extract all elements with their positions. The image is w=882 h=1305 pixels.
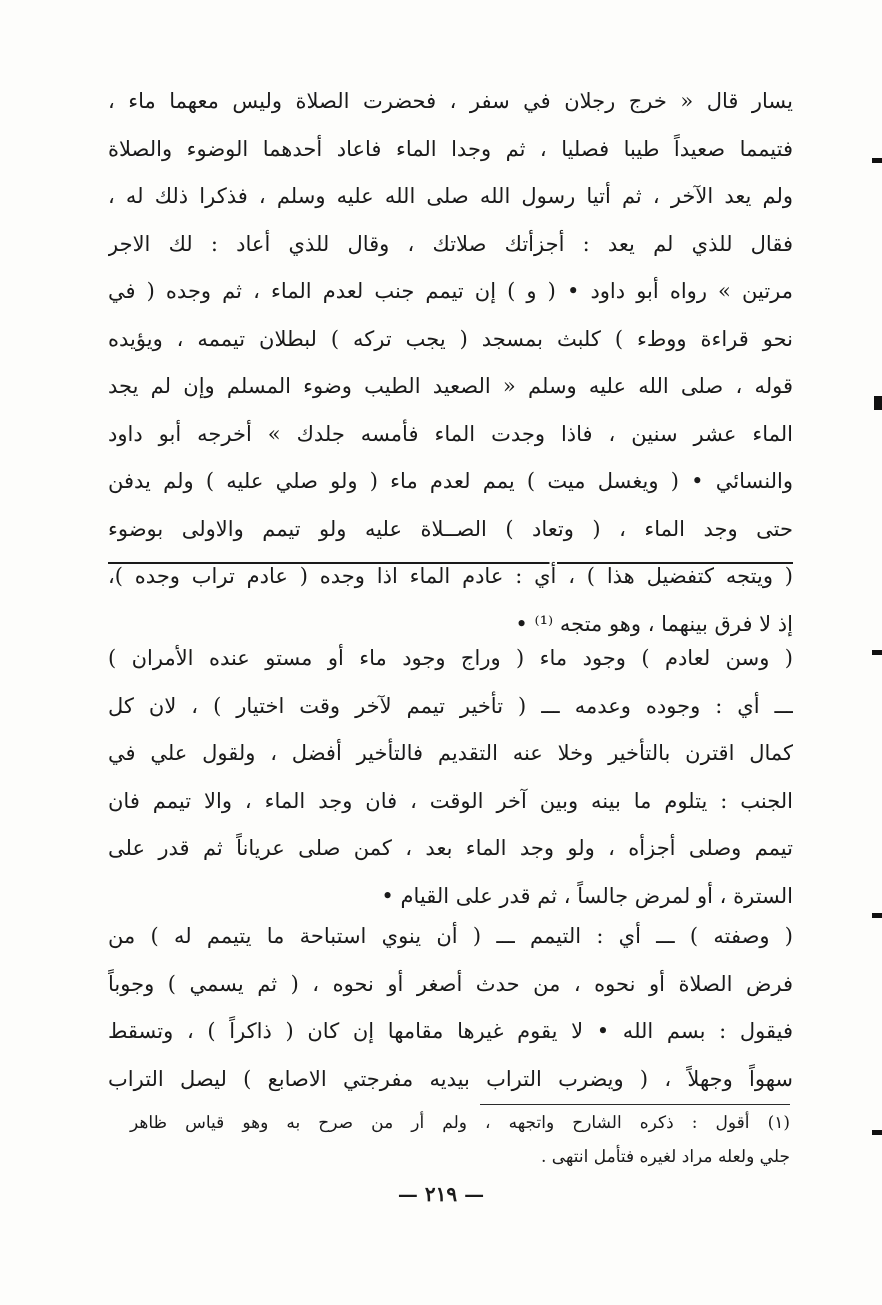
paragraph-1 — [108, 78, 793, 648]
text-line: تيمم وصلى أجزأه ، ولو وجد الماء بعد ، كمن صلى عرياناً ثم قدر على — [108, 836, 793, 860]
text-line: الماء عشر سنين ، فاذا وجدت الماء فأمسه جلدك » أخرجه أبو داود — [108, 421, 793, 446]
paragraph-3 — [108, 913, 793, 1103]
margin-mark — [872, 913, 882, 918]
text-line: السترة ، أو لمرض جالساً ، ثم قدر على القيام • — [381, 883, 793, 908]
text-line: ( وسن لعادم ) وجود ماء ( وراج وجود ماء أو مستو عنده الأمران ) — [108, 646, 793, 670]
text-line: يسار قال « خرج رجلان في سفر ، فحضرت الصلاة وليس معهما ماء ، — [108, 89, 793, 113]
text-line: ( ويتجه كتفضيل هذا ) ، أي : عادم الماء اذا وجده ( عادم تراب وجده )، — [108, 564, 793, 588]
margin-mark — [874, 396, 882, 410]
text-line: فتيمما صعيداً طيبا فصليا ، ثم وجدا الماء فاعاد أحدهما الوضوء والصلاة — [108, 136, 793, 161]
page-number: — ٢١٩ — — [397, 1182, 485, 1206]
text-line: قوله ، صلى الله عليه وسلم « الصعيد الطيب وضوء المسلم وإن لم يجد — [108, 374, 793, 398]
text-line: فقال للذي لم يعد : أجزأتك صلاتك ، وقال للذي أعاد : لك الاجر — [108, 231, 793, 256]
text-line: سهواً وجهلاً ، ( ويضرب التراب بيديه مفرجتي الاصابع ) ليصل التراب — [108, 1066, 793, 1091]
text-line: إذ لا فرق بينهما ، وهو متجه ⁽¹⁾ • — [515, 611, 793, 636]
footnote-line: (١) أقول : ذكره الشارح واتجهه ، ولم أر من صرح به وهو قياس ظاهر — [130, 1113, 790, 1133]
text-line: كمال اقترن بالتأخير وخلا عنه التقديم فالتأخير أفضل ، ولقول علي في — [108, 741, 793, 765]
margin-mark — [872, 158, 882, 163]
footnote — [130, 1106, 790, 1174]
footnote-line: جلي ولعله مراد لغيره فتأمل انتهى . — [540, 1147, 790, 1167]
text-line: ـــ أي : وجوده وعدمه ـــ ( تأخير تيمم لآخر وقت اختيار ) ، لان كل — [108, 693, 793, 718]
footnote-divider — [480, 1104, 790, 1105]
text-line: حتى وجد الماء ، ( وتعاد ) الصــلاة عليه ولو تيمم والاولى بوضوء — [108, 516, 793, 541]
text-line: نحو قراءة ووطء ) كلبث بمسجد ( يجب تركه ) لبطلان تيممه ، ويؤيده — [108, 326, 793, 351]
paragraph-2 — [108, 635, 793, 920]
text-line: ولم يعد الآخر ، ثم أتيا رسول الله صلى الله عليه وسلم ، فذكرا ذلك له ، — [108, 184, 793, 208]
text-line: مرتين » رواه أبو داود • ( و ) إن تيمم جنب لعدم الماء ، ثم وجده ( في — [108, 279, 793, 303]
text-line: الجنب : يتلوم ما بينه وبين آخر الوقت ، فان وجد الماء ، والا تيمم فان — [108, 788, 793, 813]
margin-mark — [872, 650, 882, 655]
text-line: فيقول : بسم الله • لا يقوم غيرها مقامها إن كان ( ذاكراً ) ، وتسقط — [108, 1019, 793, 1043]
text-line: ( وصفته ) ـــ أي : التيمم ـــ ( أن ينوي استباحة ما يتيمم له ) من — [108, 924, 793, 948]
margin-mark — [872, 1130, 882, 1135]
text-line: والنسائي • ( ويغسل ميت ) يمم لعدم ماء ( ولو صلي عليه ) ولم يدفن — [108, 469, 793, 493]
text-line: فرض الصلاة أو نحوه ، من حدث أصغر أو نحوه ، ( ثم يسمي ) وجوباً — [108, 971, 793, 996]
